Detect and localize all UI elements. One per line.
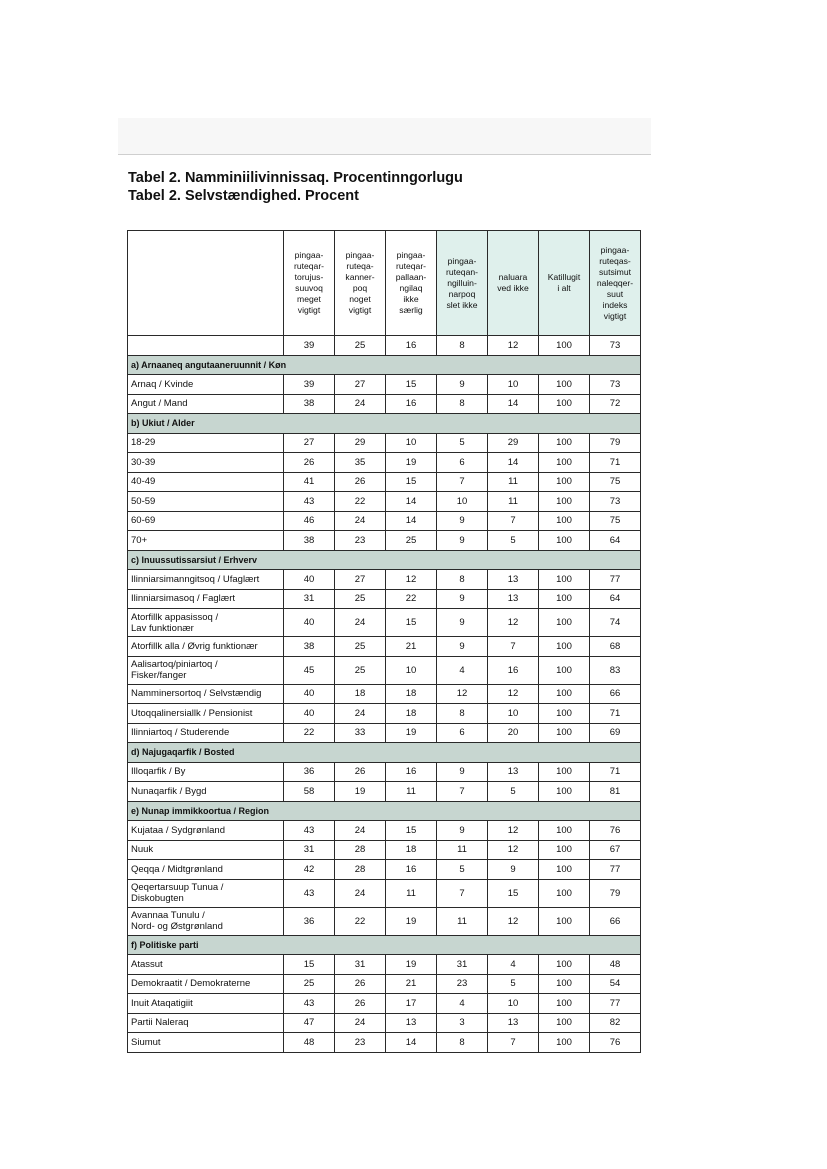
- table-cell: 71: [590, 704, 641, 724]
- table-cell: 10: [386, 433, 437, 453]
- table-row: [128, 492, 641, 512]
- table-cell: 12: [386, 570, 437, 590]
- table-titles: [128, 169, 463, 205]
- table-cell: 3: [437, 1013, 488, 1033]
- table-cell: 4: [488, 955, 539, 975]
- table-title-da: Tabel 2. Selvstændighed. Procent: [128, 188, 359, 204]
- table-cell: 15: [284, 955, 335, 975]
- table-cell: 64: [590, 589, 641, 609]
- table-cell: 12: [488, 609, 539, 637]
- table-cell: 25: [335, 637, 386, 657]
- table-cell: 77: [590, 860, 641, 880]
- table-cell: 16: [386, 394, 437, 414]
- section-title: b) Ukiut / Alder: [128, 414, 641, 434]
- table-cell: 16: [386, 860, 437, 880]
- table-row: [128, 879, 641, 907]
- table-cell: 18: [386, 704, 437, 724]
- table-cell: 100: [539, 782, 590, 802]
- row-label: 18-29: [128, 433, 284, 453]
- table-cell: 16: [488, 656, 539, 684]
- row-label: Arnaq / Kvinde: [128, 375, 284, 395]
- table-cell: 38: [284, 637, 335, 657]
- table-cell: 76: [590, 1033, 641, 1053]
- table-cell: 24: [335, 879, 386, 907]
- table-cell: 21: [386, 637, 437, 657]
- table-cell: 100: [539, 840, 590, 860]
- table-cell: 43: [284, 492, 335, 512]
- table-cell: 40: [284, 704, 335, 724]
- section-header-row: [128, 743, 641, 763]
- table-row: [128, 375, 641, 395]
- table-cell: 31: [335, 955, 386, 975]
- table-cell: 5: [437, 860, 488, 880]
- table-cell: 73: [590, 492, 641, 512]
- table-cell: 12: [488, 821, 539, 841]
- table-cell: 100: [539, 684, 590, 704]
- table-cell: 7: [437, 879, 488, 907]
- row-label: Angut / Mand: [128, 394, 284, 414]
- row-label: Inuit Ataqatigiit: [128, 994, 284, 1014]
- row-label: Qeqertarsuup Tunua / Diskobugten: [128, 879, 284, 907]
- column-header-slet-ikke: pingaa- ruteqan- ngilluin- narpoq slet ikke: [437, 231, 488, 336]
- table-cell: 31: [284, 840, 335, 860]
- table-cell: 15: [386, 472, 437, 492]
- table-cell: 26: [335, 472, 386, 492]
- table-cell: 100: [539, 704, 590, 724]
- table-cell: 25: [335, 656, 386, 684]
- table-cell: 31: [437, 955, 488, 975]
- table-cell: 7: [437, 472, 488, 492]
- table-cell: 46: [284, 511, 335, 531]
- table-cell: 9: [437, 637, 488, 657]
- table-cell: 19: [386, 907, 437, 935]
- column-header-blank: [128, 231, 284, 336]
- table-cell: 10: [488, 375, 539, 395]
- table-cell: 100: [539, 472, 590, 492]
- table-row: [128, 433, 641, 453]
- table-cell: 24: [335, 1013, 386, 1033]
- row-label: Aalisartoq/piniartoq / Fisker/fanger: [128, 656, 284, 684]
- table-cell: 7: [488, 511, 539, 531]
- row-label: 50-59: [128, 492, 284, 512]
- table-row: [128, 1013, 641, 1033]
- row-label: 40-49: [128, 472, 284, 492]
- table-cell: 100: [539, 531, 590, 551]
- table-cell: 100: [539, 609, 590, 637]
- table-cell: 19: [386, 453, 437, 473]
- table-cell: 100: [539, 394, 590, 414]
- section-header-row: [128, 801, 641, 821]
- table-cell: 4: [437, 656, 488, 684]
- row-label: Namminersortoq / Selvstændig: [128, 684, 284, 704]
- table-cell: 26: [284, 453, 335, 473]
- table-cell: 29: [335, 433, 386, 453]
- table-cell: 16: [386, 336, 437, 356]
- row-label: Siumut: [128, 1033, 284, 1053]
- table-cell: 40: [284, 684, 335, 704]
- table-cell: 14: [386, 492, 437, 512]
- table-cell: 26: [335, 994, 386, 1014]
- section-title: a) Arnaaneq angutaaneruunnit / Køn: [128, 355, 641, 375]
- table-cell: 22: [335, 492, 386, 512]
- table-cell: 23: [335, 531, 386, 551]
- row-label: Nuuk: [128, 840, 284, 860]
- row-label: Atorfillk appasissoq / Lav funktionær: [128, 609, 284, 637]
- table-cell: 21: [386, 974, 437, 994]
- table-cell: 17: [386, 994, 437, 1014]
- table-cell: 10: [437, 492, 488, 512]
- row-label: Kujataa / Sydgrønland: [128, 821, 284, 841]
- table-cell: 7: [437, 782, 488, 802]
- table-cell: 38: [284, 394, 335, 414]
- table-cell: 100: [539, 492, 590, 512]
- table-cell: 19: [386, 955, 437, 975]
- table-cell: 11: [437, 907, 488, 935]
- table-cell: 100: [539, 375, 590, 395]
- table-cell: 13: [488, 570, 539, 590]
- table-cell: 81: [590, 782, 641, 802]
- table-row: [128, 907, 641, 935]
- table-cell: 13: [488, 589, 539, 609]
- table-cell: 9: [437, 762, 488, 782]
- table-cell: 5: [437, 433, 488, 453]
- table-cell: 58: [284, 782, 335, 802]
- table-cell: 11: [386, 782, 437, 802]
- table-row: [128, 589, 641, 609]
- table-row: [128, 782, 641, 802]
- table-row: [128, 840, 641, 860]
- table-cell: 10: [488, 704, 539, 724]
- table-row: [128, 453, 641, 473]
- table-cell: 24: [335, 609, 386, 637]
- table-cell: 15: [488, 879, 539, 907]
- table-cell: 45: [284, 656, 335, 684]
- table-cell: 66: [590, 907, 641, 935]
- table-cell: 26: [335, 762, 386, 782]
- section-header-row: [128, 935, 641, 955]
- table-cell: 12: [437, 684, 488, 704]
- table-row: [128, 656, 641, 684]
- table-cell: 100: [539, 974, 590, 994]
- table-cell: 39: [284, 375, 335, 395]
- table-cell: 18: [386, 684, 437, 704]
- table-cell: 19: [386, 723, 437, 743]
- table-cell: 24: [335, 394, 386, 414]
- table-cell: 18: [335, 684, 386, 704]
- table-cell: 100: [539, 955, 590, 975]
- table-cell: 12: [488, 336, 539, 356]
- table-cell: 14: [386, 1033, 437, 1053]
- table-cell: 42: [284, 860, 335, 880]
- section-header-row: [128, 355, 641, 375]
- table-cell: 35: [335, 453, 386, 473]
- column-header-ikke-saerlig: pingaa- ruteqar- pallaan- ngilaq ikke særlig: [386, 231, 437, 336]
- row-label: Atorfillk alla / Øvrig funktionær: [128, 637, 284, 657]
- table-cell: 22: [335, 907, 386, 935]
- section-header-row: [128, 414, 641, 434]
- table-cell: 79: [590, 433, 641, 453]
- table-cell: 9: [437, 821, 488, 841]
- table-title-kl: Tabel 2. Namminiilivinnissaq. Procentinngorlugu: [128, 170, 463, 186]
- table-cell: 48: [284, 1033, 335, 1053]
- table-cell: 18: [386, 840, 437, 860]
- table-cell: 4: [437, 994, 488, 1014]
- table-cell: 25: [335, 336, 386, 356]
- table-cell: 100: [539, 762, 590, 782]
- row-label: Atassut: [128, 955, 284, 975]
- table-cell: 36: [284, 907, 335, 935]
- table-cell: 20: [488, 723, 539, 743]
- table-cell: 67: [590, 840, 641, 860]
- table-cell: 8: [437, 570, 488, 590]
- table-cell: 9: [437, 609, 488, 637]
- table-cell: 66: [590, 684, 641, 704]
- row-label: 60-69: [128, 511, 284, 531]
- table-cell: 12: [488, 840, 539, 860]
- table-row: [128, 531, 641, 551]
- table-cell: 5: [488, 782, 539, 802]
- section-title: c) Inuussutissarsiut / Erhverv: [128, 550, 641, 570]
- table-row: [128, 472, 641, 492]
- table-cell: 10: [488, 994, 539, 1014]
- table-cell: 8: [437, 336, 488, 356]
- table-cell: 11: [437, 840, 488, 860]
- row-label: Nunaqarfik / Bygd: [128, 782, 284, 802]
- table-row: [128, 994, 641, 1014]
- table-row: [128, 821, 641, 841]
- page-header-band: [118, 118, 651, 155]
- table-cell: 43: [284, 821, 335, 841]
- table-cell: 13: [488, 762, 539, 782]
- table-cell: 5: [488, 974, 539, 994]
- table-cell: 8: [437, 704, 488, 724]
- table-cell: 71: [590, 453, 641, 473]
- table-cell: 100: [539, 860, 590, 880]
- table-cell: 15: [386, 609, 437, 637]
- table-cell: 14: [488, 453, 539, 473]
- table-cell: 100: [539, 511, 590, 531]
- table-cell: 8: [437, 1033, 488, 1053]
- table-cell: 10: [386, 656, 437, 684]
- table-cell: 27: [335, 375, 386, 395]
- table-cell: 47: [284, 1013, 335, 1033]
- row-label: Qeqqa / Midtgrønland: [128, 860, 284, 880]
- table-cell: 25: [284, 974, 335, 994]
- row-label: 70+: [128, 531, 284, 551]
- table-row: [128, 570, 641, 590]
- table-cell: 13: [488, 1013, 539, 1033]
- table-cell: 43: [284, 879, 335, 907]
- table-cell: 83: [590, 656, 641, 684]
- table-cell: 9: [488, 860, 539, 880]
- table-cell: 38: [284, 531, 335, 551]
- row-label: Demokraatit / Demokraterne: [128, 974, 284, 994]
- row-label: Illoqarfik / By: [128, 762, 284, 782]
- table-cell: 100: [539, 433, 590, 453]
- table-cell: 33: [335, 723, 386, 743]
- table-row: [128, 1033, 641, 1053]
- table-cell: 54: [590, 974, 641, 994]
- section-title: f) Politiske parti: [128, 935, 641, 955]
- data-table: [127, 230, 641, 1053]
- table-cell: 100: [539, 821, 590, 841]
- table-cell: 15: [386, 821, 437, 841]
- table-cell: 100: [539, 570, 590, 590]
- table-row: [128, 637, 641, 657]
- table-row: [128, 955, 641, 975]
- column-header-ved-ikke: naluara ved ikke: [488, 231, 539, 336]
- table-cell: 43: [284, 994, 335, 1014]
- table-cell: 69: [590, 723, 641, 743]
- table-cell: 6: [437, 453, 488, 473]
- table-cell: 72: [590, 394, 641, 414]
- table-cell: 100: [539, 723, 590, 743]
- table-cell: 26: [335, 974, 386, 994]
- table-cell: 11: [386, 879, 437, 907]
- table-cell: 64: [590, 531, 641, 551]
- table-cell: 28: [335, 840, 386, 860]
- table-cell: 9: [437, 589, 488, 609]
- table-cell: 5: [488, 531, 539, 551]
- table-cell: 24: [335, 704, 386, 724]
- table-cell: 31: [284, 589, 335, 609]
- table-cell: 25: [335, 589, 386, 609]
- table-cell: 100: [539, 656, 590, 684]
- column-header-noget-vigtigt: pingaa- ruteqa- kanner- poq noget vigtigt: [335, 231, 386, 336]
- table-row: [128, 860, 641, 880]
- table-cell: 100: [539, 1033, 590, 1053]
- table-cell: 12: [488, 684, 539, 704]
- table-cell: 7: [488, 637, 539, 657]
- table-cell: 16: [386, 762, 437, 782]
- table-cell: 100: [539, 336, 590, 356]
- table-cell: 13: [386, 1013, 437, 1033]
- table-cell: 40: [284, 570, 335, 590]
- table-cell: 75: [590, 472, 641, 492]
- table-cell: 12: [488, 907, 539, 935]
- table-cell: 48: [590, 955, 641, 975]
- column-header-indeks: pingaa- ruteqas- sutsimut naleqqer- suut indeks vigtigt: [590, 231, 641, 336]
- table-cell: 11: [488, 492, 539, 512]
- table-cell: 9: [437, 375, 488, 395]
- table-cell: 8: [437, 394, 488, 414]
- table-cell: 100: [539, 1013, 590, 1033]
- table-cell: 22: [386, 589, 437, 609]
- table-cell: 22: [284, 723, 335, 743]
- table-cell: 24: [335, 511, 386, 531]
- table-cell: 9: [437, 511, 488, 531]
- total-row-label: [128, 336, 284, 356]
- table-cell: 9: [437, 531, 488, 551]
- table-cell: 74: [590, 609, 641, 637]
- table-cell: 23: [335, 1033, 386, 1053]
- row-label: Ilinniarsimasoq / Faglært: [128, 589, 284, 609]
- table-cell: 11: [488, 472, 539, 492]
- table-cell: 73: [590, 375, 641, 395]
- table-cell: 76: [590, 821, 641, 841]
- table-cell: 100: [539, 453, 590, 473]
- table-cell: 79: [590, 879, 641, 907]
- table-row: [128, 609, 641, 637]
- table-cell: 39: [284, 336, 335, 356]
- table-cell: 27: [335, 570, 386, 590]
- table-cell: 100: [539, 879, 590, 907]
- table-cell: 77: [590, 994, 641, 1014]
- table-cell: 24: [335, 821, 386, 841]
- column-header-row: [128, 231, 641, 336]
- row-label: Avannaa Tunulu / Nord- og Østgrønland: [128, 907, 284, 935]
- table-cell: 6: [437, 723, 488, 743]
- table-row: [128, 974, 641, 994]
- table-row: [128, 684, 641, 704]
- table-row: [128, 704, 641, 724]
- table-cell: 15: [386, 375, 437, 395]
- section-title: e) Nunap immikkoortua / Region: [128, 801, 641, 821]
- table-cell: 25: [386, 531, 437, 551]
- table-cell: 14: [488, 394, 539, 414]
- table-row: [128, 394, 641, 414]
- column-header-meget-vigtigt: pingaa- ruteqar- torujus- suuvoq meget vigtigt: [284, 231, 335, 336]
- table-cell: 68: [590, 637, 641, 657]
- row-label: Ilinniartoq / Studerende: [128, 723, 284, 743]
- row-label: Partii Naleraq: [128, 1013, 284, 1033]
- table-cell: 19: [335, 782, 386, 802]
- table-cell: 77: [590, 570, 641, 590]
- table-cell: 75: [590, 511, 641, 531]
- table-cell: 71: [590, 762, 641, 782]
- table-cell: 28: [335, 860, 386, 880]
- table-cell: 29: [488, 433, 539, 453]
- column-header-i-alt: Katillugit i alt: [539, 231, 590, 336]
- table-cell: 14: [386, 511, 437, 531]
- row-label: Ilinniarsimanngitsoq / Ufaglært: [128, 570, 284, 590]
- table-row: [128, 511, 641, 531]
- table-cell: 36: [284, 762, 335, 782]
- section-title: d) Najugaqarfik / Bosted: [128, 743, 641, 763]
- row-label: Utoqqalinersiallk / Pensionist: [128, 704, 284, 724]
- table-cell: 23: [437, 974, 488, 994]
- table-cell: 100: [539, 907, 590, 935]
- total-row: [128, 336, 641, 356]
- section-header-row: [128, 550, 641, 570]
- table-cell: 73: [590, 336, 641, 356]
- table-row: [128, 762, 641, 782]
- table-cell: 100: [539, 637, 590, 657]
- table-row: [128, 723, 641, 743]
- table-cell: 41: [284, 472, 335, 492]
- table-cell: 40: [284, 609, 335, 637]
- table-cell: 100: [539, 589, 590, 609]
- table-cell: 100: [539, 994, 590, 1014]
- table-cell: 7: [488, 1033, 539, 1053]
- row-label: 30-39: [128, 453, 284, 473]
- table-cell: 82: [590, 1013, 641, 1033]
- table-cell: 27: [284, 433, 335, 453]
- data-table-body: [128, 231, 641, 1053]
